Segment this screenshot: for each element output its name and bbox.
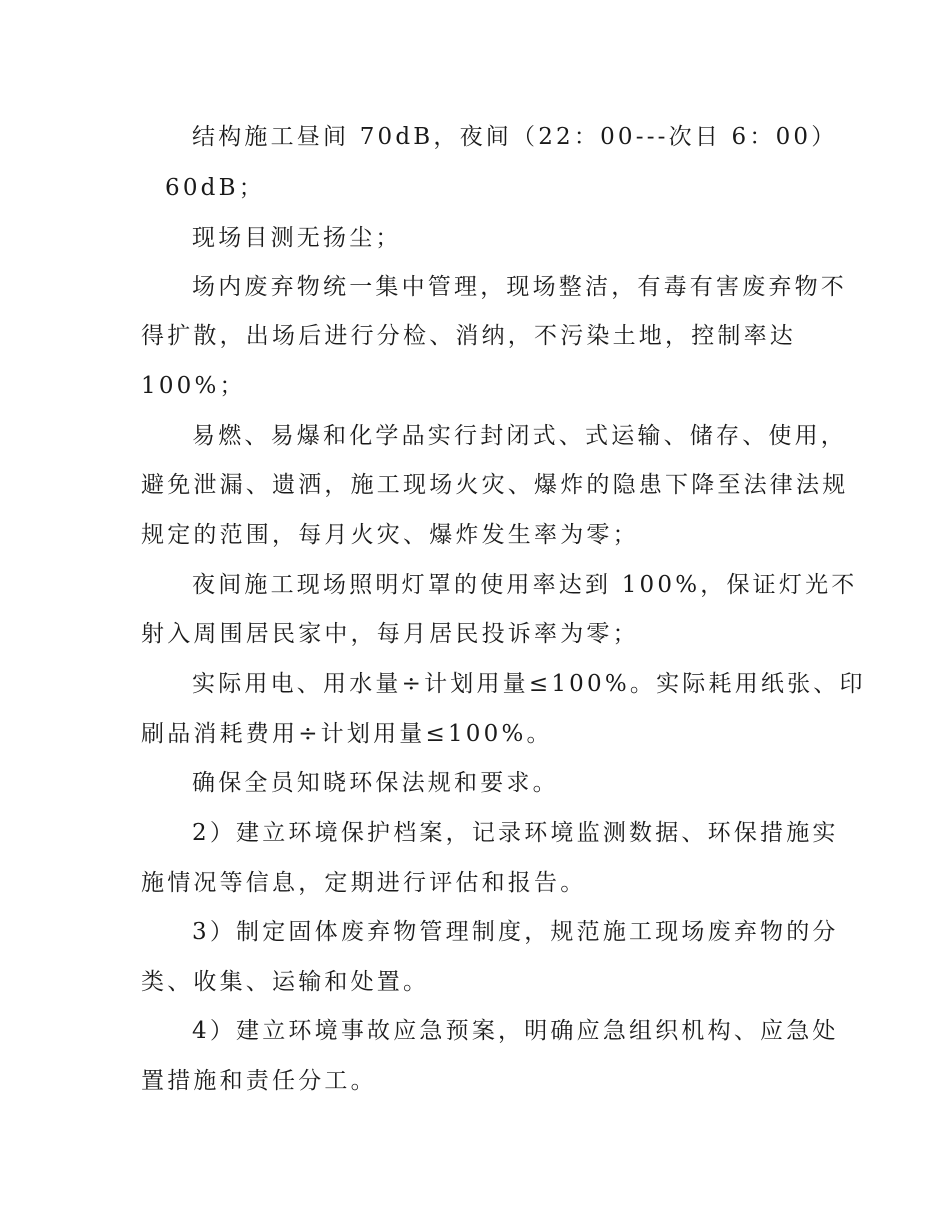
text-line: 结构施工昼间 70dB，夜间（22：00---次日 6：00） [192, 124, 838, 150]
text-line: 避免泄漏、遗洒，施工现场火灾、爆炸的隐患下降至法律法规 [141, 472, 849, 498]
text-line: 类、收集、运输和处置。 [141, 969, 430, 995]
text-line: 确保全员知晓环保法规和要求。 [192, 770, 559, 796]
text-line: 3）制定固体废弃物管理制度，规范施工现场废弃物的分 [192, 919, 839, 945]
text-line: 夜间施工现场照明灯罩的使用率达到 100%，保证灯光不 [192, 572, 858, 598]
text-line: 实际用电、用水量÷计划用量≤100%。实际耗用纸张、印 [192, 671, 866, 697]
text-line: 100%； [141, 373, 246, 399]
text-line: 射入周围居民家中，每月居民投诉率为零； [141, 621, 639, 647]
text-line: 2）建立环境保护档案，记录环境监测数据、环保措施实 [192, 820, 839, 846]
text-line: 施情况等信息，定期进行评估和报告。 [141, 870, 587, 896]
text-line: 置措施和责任分工。 [141, 1068, 377, 1094]
text-line: 规定的范围，每月火灾、爆炸发生率为零； [141, 522, 639, 548]
text-line: 易燃、易爆和化学品实行封闭式、式运输、储存、使用， [192, 423, 847, 449]
text-line: 场内废弃物统一集中管理，现场整洁，有毒有害废弃物不 [192, 274, 847, 300]
text-line: 得扩散，出场后进行分检、消纳，不污染土地，控制率达 [141, 323, 796, 349]
text-line: 4）建立环境事故应急预案，明确应急组织机构、应急处 [192, 1018, 839, 1044]
text-line: 现场目测无扬尘； [192, 225, 402, 251]
text-line: 60dB； [165, 175, 265, 201]
text-line: 刷品消耗费用÷计划用量≤100%。 [141, 721, 553, 747]
